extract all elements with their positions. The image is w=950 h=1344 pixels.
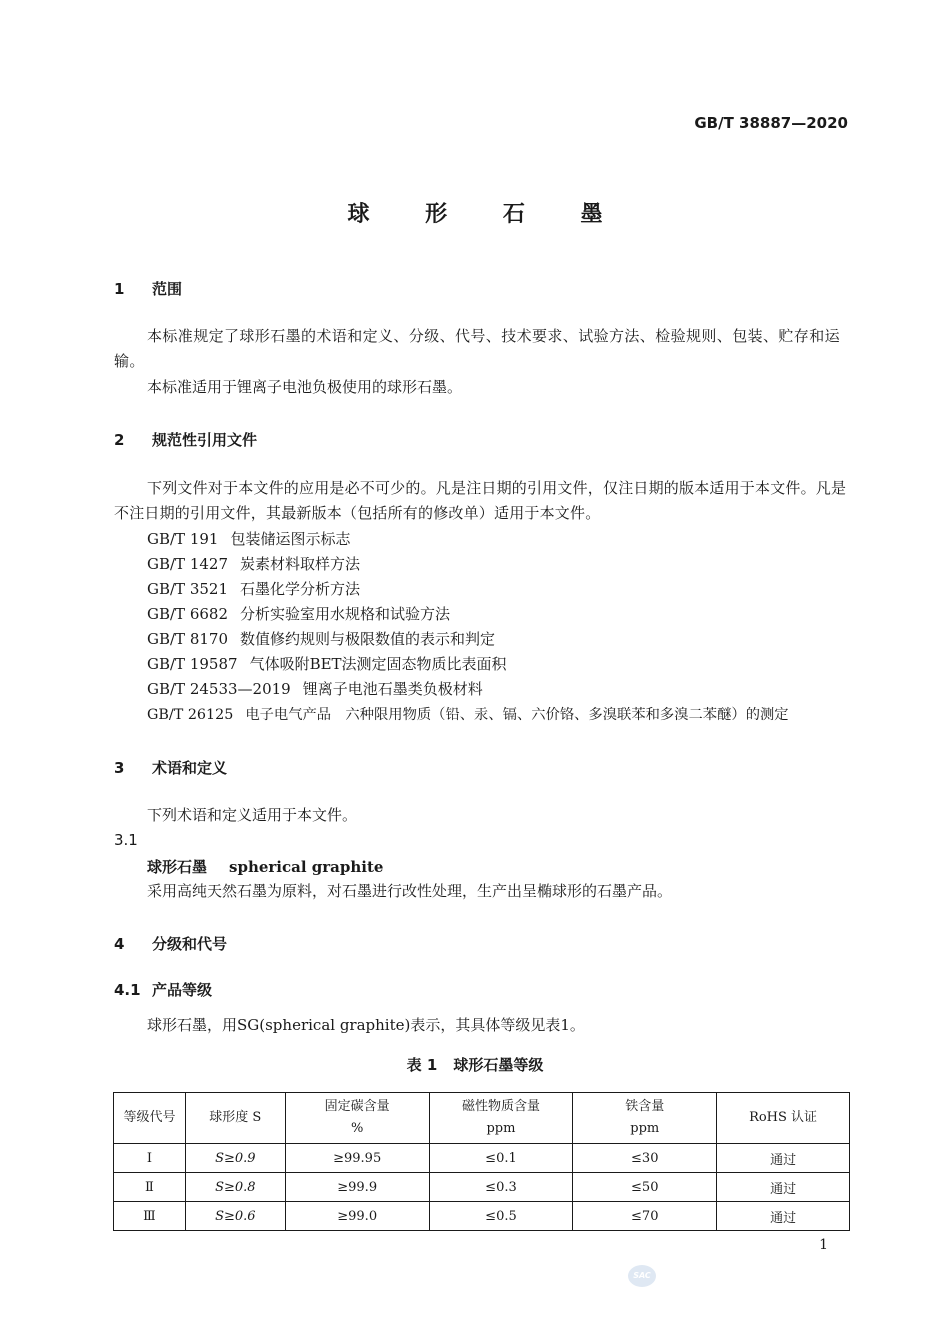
table-cell: ≤0.3: [429, 1173, 573, 1202]
subsection-number: 3.1: [114, 831, 138, 849]
col-header-grade-code: [114, 1093, 186, 1144]
subsection-4-1-heading: [114, 979, 212, 1000]
table-cell: ≤70: [573, 1202, 717, 1231]
reference-title: 电子电气产品 六种限用物质（铅、汞、镉、六价铬、多溴联苯和多溴二苯醚）的测定: [245, 707, 789, 723]
table-caption-number: 表 1: [406, 1056, 438, 1074]
table-caption: [0, 1054, 950, 1075]
table-cell: ≥99.9: [285, 1173, 429, 1202]
reference-title: 炭素材料取样方法: [240, 555, 361, 573]
table-cell: ≥99.95: [285, 1144, 429, 1173]
term-definition: 采用高纯天然石墨为原料，对石墨进行改性处理，生产出呈椭球形的石墨产品。: [147, 882, 673, 900]
section-1-para-1: 本标准规定了球形石墨的术语和定义、分级、代号、技术要求、试验方法、检验规则、包装、贮存和运输。: [114, 327, 841, 370]
reference-code: GB/T 8170: [147, 630, 229, 648]
header-label: RoHS 认证: [749, 1110, 818, 1125]
section-number: 1: [114, 280, 125, 298]
table-cell: S≥0.8: [185, 1173, 285, 1202]
table-row: [114, 1202, 850, 1231]
table-row: [114, 1173, 850, 1202]
reference-title: 数值修约规则与极限数值的表示和判定: [240, 630, 496, 648]
section-title: 规范性引用文件: [152, 431, 258, 449]
section-1-heading: [114, 278, 182, 299]
page-number: 1: [819, 1237, 828, 1253]
table-header-row: [114, 1093, 850, 1144]
section-2-para-1: 下列文件对于本文件的应用是必不可少的。凡是注日期的引用文件，仅注日期的版本适用于本文件。凡是不注日期的引用文件，其最新版本（包括所有的修改单）适用于本文件。: [114, 479, 847, 522]
reference-title: 分析实验室用水规格和试验方法: [240, 605, 451, 623]
header-label: 等级代号: [123, 1110, 176, 1125]
reference-item: [147, 628, 495, 649]
table-cell: ≤50: [573, 1173, 717, 1202]
reference-code: GB/T 6682: [147, 605, 229, 623]
col-header-rohs: [717, 1093, 850, 1144]
table-caption-title: 球形石墨等级: [453, 1056, 544, 1074]
section-4-para-1: 球形石墨，用SG(spherical graphite)表示，其具体等级见表1。: [147, 1016, 585, 1034]
table-cell: Ⅱ: [114, 1173, 186, 1202]
reference-item: [147, 704, 789, 724]
table-cell: Ⅰ: [114, 1144, 186, 1173]
sac-logo: SAC: [628, 1265, 656, 1287]
section-title: 分级和代号: [152, 935, 228, 953]
table-cell: ≤30: [573, 1144, 717, 1173]
section-1-para-2: 本标准适用于锂离子电池负极使用的球形石墨。: [147, 378, 463, 396]
table-cell: ≤0.5: [429, 1202, 573, 1231]
reference-title: 包装储运图示标志: [230, 530, 351, 548]
section-number: 3: [114, 759, 125, 777]
reference-code: GB/T 24533—2019: [147, 680, 291, 698]
reference-code: GB/T 1427: [147, 555, 229, 573]
table-cell: Ⅲ: [114, 1202, 186, 1231]
section-title: 术语和定义: [152, 759, 228, 777]
subsection-title: 产品等级: [152, 981, 213, 999]
col-header-magnetic: [429, 1093, 573, 1144]
table-cell: 通过: [717, 1173, 850, 1202]
header-label: 磁性物质含量: [461, 1099, 540, 1114]
reference-code: GB/T 191: [147, 530, 219, 548]
section-2-heading: [114, 429, 257, 450]
table-cell: 通过: [717, 1202, 850, 1231]
reference-item: [147, 603, 450, 624]
reference-code: GB/T 19587: [147, 655, 238, 673]
header-unit: ppm: [486, 1121, 516, 1136]
header-label: 球形度 S: [209, 1110, 262, 1125]
header-unit: ppm: [630, 1121, 660, 1136]
table-cell: ≤0.1: [429, 1144, 573, 1173]
standard-number: GB/T 38887—2020: [694, 114, 848, 132]
term-entry: [147, 856, 383, 877]
section-number: 4: [114, 935, 125, 953]
term-chinese: 球形石墨: [147, 858, 208, 876]
subsection-number: 4.1: [114, 981, 141, 999]
reference-title: 气体吸附BET法测定固态物质比表面积: [249, 655, 507, 673]
col-header-sphericity: [185, 1093, 285, 1144]
table-row: [114, 1144, 850, 1173]
table-cell: 通过: [717, 1144, 850, 1173]
table-cell: S≥0.9: [185, 1144, 285, 1173]
header-unit: %: [350, 1121, 364, 1136]
grade-table: [113, 1092, 850, 1231]
table-cell: S≥0.6: [185, 1202, 285, 1231]
reference-title: 石墨化学分析方法: [240, 580, 361, 598]
reference-code: GB/T 26125: [147, 707, 234, 723]
section-3-heading: [114, 757, 227, 778]
document-title-text: 球 形 石 墨: [347, 202, 627, 227]
header-label: 固定碳含量: [324, 1099, 390, 1114]
section-3-para-1: 下列术语和定义适用于本文件。: [147, 806, 358, 824]
reference-item: [147, 678, 483, 699]
section-title: 范围: [152, 280, 183, 298]
reference-item: [147, 528, 350, 549]
term-english: spherical graphite: [229, 858, 384, 876]
header-label: 铁含量: [625, 1099, 665, 1114]
table-cell: ≥99.0: [285, 1202, 429, 1231]
reference-item: [147, 553, 360, 574]
col-header-iron: [573, 1093, 717, 1144]
section-4-heading: [114, 933, 227, 954]
document-title: [0, 197, 950, 228]
reference-item: [147, 653, 507, 674]
col-header-fixed-carbon: [285, 1093, 429, 1144]
reference-title: 锂离子电池石墨类负极材料: [302, 680, 483, 698]
section-number: 2: [114, 431, 125, 449]
reference-item: [147, 578, 360, 599]
reference-code: GB/T 3521: [147, 580, 229, 598]
